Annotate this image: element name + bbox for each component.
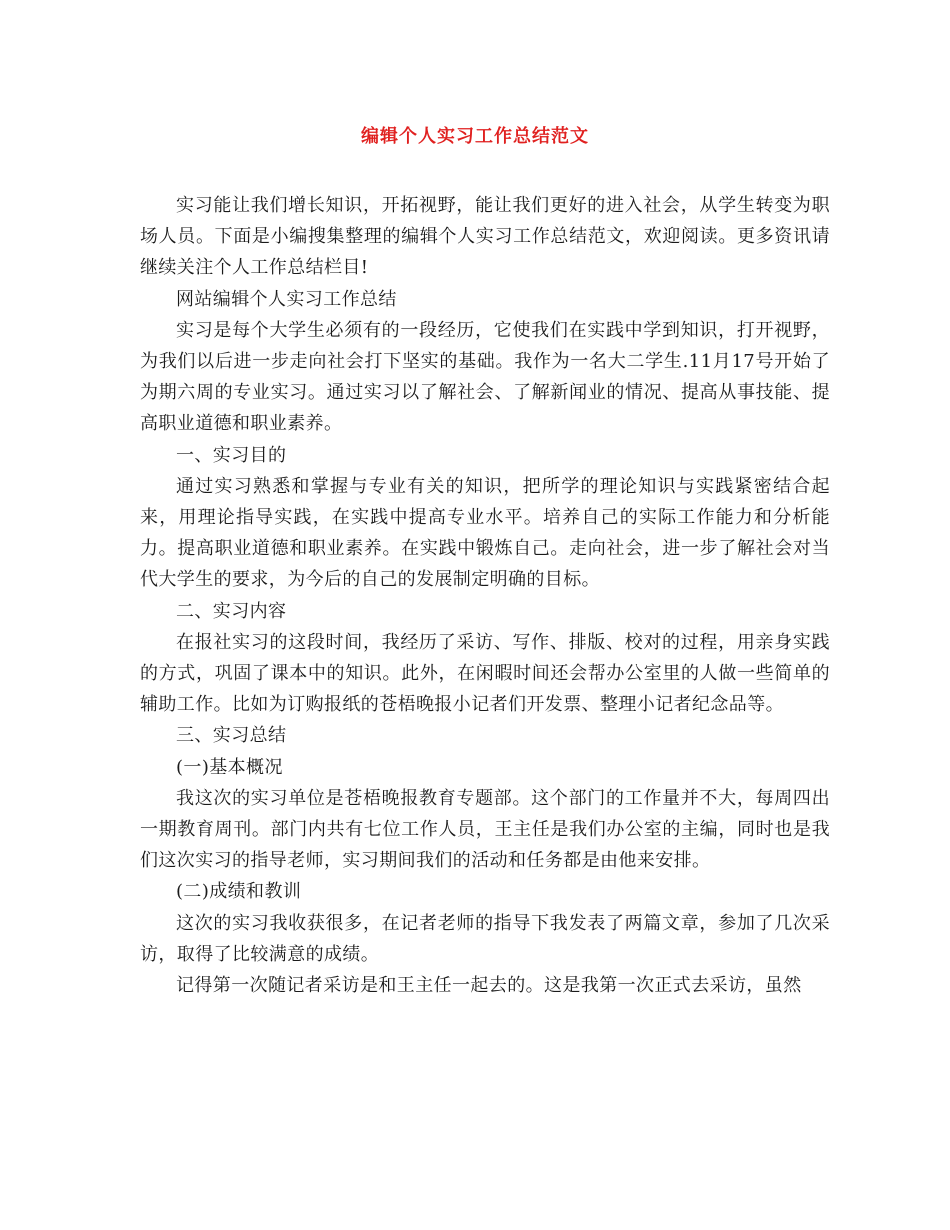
paragraph-first-interview: 记得第一次随记者采访是和王主任一起去的。这是我第一次正式去采访，虽然 [176,975,802,997]
paragraph-purpose: 通过实习熟悉和掌握与专业有关的知识，把所学的理论知识与实践紧密结合起来，用理论指导实践，在实践中提高专业水平。培养自己的实际工作能力和分析能力。提高职业道德和职业素养。在实践中锻炼自己。走向社会，进一步了解社会对当代大学生的要求，为今后的自己的发展制定明确的目标。 [140,475,830,591]
document-body [140,190,830,1001]
paragraph-internship-overview: 实习是每个大学生必须有的一段经历，它使我们在实践中学到知识，打开视野，为我们以后进一步走向社会打下坚实的基础。我作为一名大二学生.11月17号开始了为期六周的专业实习。通过实习以了解社会、了解新闻业的情况、提高从事技能、提高职业道德和职业素养。 [140,319,830,435]
section-heading-summary: 三、实习总结 [176,725,287,747]
document-title: 编辑个人实习工作总结范文 [361,126,589,147]
subsection-heading-achievements: (二)成绩和教训 [176,881,302,903]
paragraph-achievements: 这次的实习我收获很多，在记者老师的指导下我发表了两篇文章，参加了几次采访，取得了比较满意的成绩。 [140,912,830,965]
paragraph-intro: 实习能让我们增长知识，开拓视野，能让我们更好的进入社会，从学生转变为职场人员。下面是小编搜集整理的编辑个人实习工作总结范文，欢迎阅读。更多资讯请继续关注个人工作总结栏目! [140,195,830,279]
subsection-heading-overview: (一)基本概况 [176,756,283,778]
section-heading-content: 二、实习内容 [176,600,287,622]
paragraph-content: 在报社实习的这段时间，我经历了采访、写作、排版、校对的过程，用亲身实践的方式，巩固了课本中的知识。此外，在闲暇时间还会帮办公室里的人做一些简单的辅助工作。比如为订购报纸的苍梧晚报小记者们开发票、整理小记者纪念品等。 [140,631,830,716]
section-heading-website-editor: 网站编辑个人实习工作总结 [176,288,397,310]
paragraph-overview: 我这次的实习单位是苍梧晚报教育专题部。这个部门的工作量并不大，每周四出一期教育周刊。部门内共有七位工作人员，王主任是我们办公室的主编，同时也是我们这次实习的指导老师，实习期间我们的活动和任务都是由他来安排。 [140,787,830,872]
section-heading-purpose: 一、实习目的 [176,444,287,466]
